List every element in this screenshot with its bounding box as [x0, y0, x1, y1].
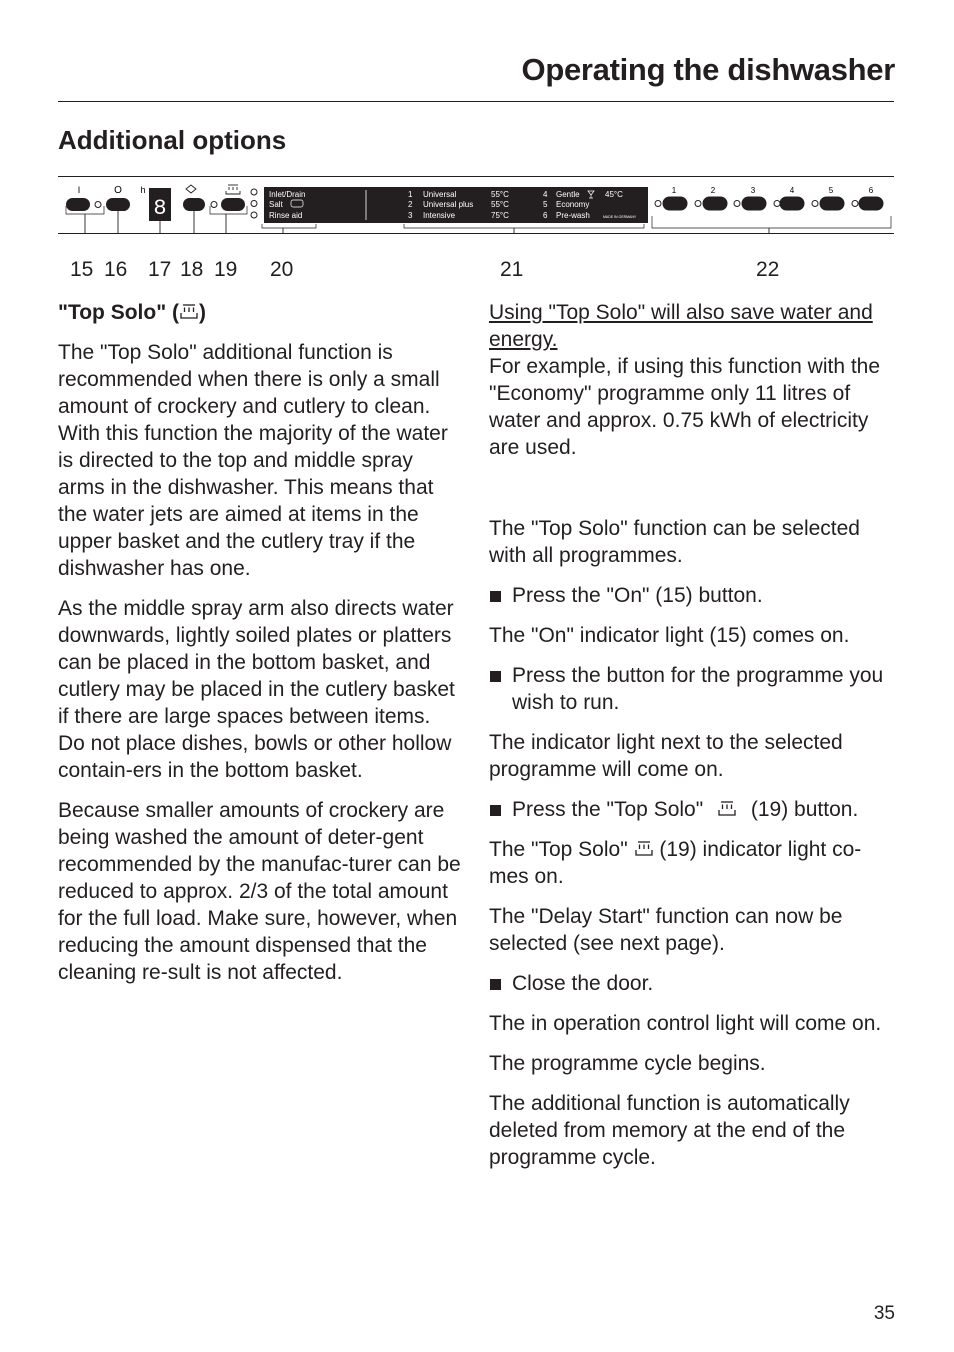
step-text: Press the button for the programme you wish to run.	[512, 664, 884, 714]
prog-5-num: 5	[543, 200, 548, 209]
indicator-bracket	[262, 224, 316, 228]
step-bullet	[489, 582, 899, 609]
top-solo-heading	[58, 299, 462, 326]
prog-5-name: Economy	[556, 200, 590, 209]
on-indicator-light	[95, 202, 101, 208]
prog-6-num: 6	[543, 211, 548, 220]
callout-16: 16	[104, 258, 128, 281]
paragraph: The "On" indicator light (15) comes on.	[489, 624, 850, 647]
control-panel-diagram	[58, 176, 894, 234]
display-digit: 8	[153, 196, 167, 221]
paragraph-suffix: (19) indicator light co-mes on.	[489, 838, 862, 888]
prog-2-num: 2	[408, 200, 413, 209]
prog-3-num: 3	[408, 211, 413, 220]
off-icon: O	[114, 185, 122, 196]
step-text: Close the door.	[512, 972, 654, 995]
prog-button-2	[703, 197, 727, 210]
callout-18: 18	[180, 258, 204, 281]
page-number: 35	[873, 1303, 895, 1324]
section-title: Additional options	[58, 125, 287, 155]
callout-22: 22	[756, 258, 780, 281]
prog-1-num: 1	[408, 190, 413, 199]
page-title: Operating the dishwasher	[521, 52, 895, 87]
prog-1-temp: 55°C	[491, 190, 509, 199]
prog-button-1-num: 1	[671, 186, 677, 195]
on-button	[66, 198, 90, 211]
prog-1-name: Universal	[423, 190, 457, 199]
prog-button-5-num: 5	[828, 186, 834, 195]
indicator-label-salt: Salt	[269, 200, 283, 209]
prog-4-num: 4	[543, 190, 548, 199]
prog-light-3	[734, 201, 740, 207]
top-solo-icon	[634, 839, 654, 858]
paragraph: Because smaller amounts of crockery are being washed the amount of deter-gent recommended by the manufac-turer can be reduced to approx. 2/3 of the total amount for the full load. Make sure, however, when reducing the amount dispensed that the cleaning re-sult is not affected.	[58, 799, 461, 984]
paragraph: The "Top Solo" additional function is recommended when there is only a small amount of crockery and cutlery to clean. With this function the majority of the water is directed to the top and middle spray arms in the dishwasher. This means that the water jets are aimed at items in the upper basket and the cutlery tray if the dishwasher has one.	[58, 341, 448, 580]
prog-4-name: Gentle	[556, 190, 580, 199]
bullet-square	[490, 671, 501, 682]
programme-bracket	[404, 224, 644, 228]
paragraph: The indicator light next to the selected programme will come on.	[489, 731, 843, 781]
step-bullet	[489, 970, 899, 997]
step-text: (19) button.	[750, 798, 859, 821]
right-column	[489, 299, 899, 1184]
prog-button-6	[859, 197, 883, 210]
prog-button-4	[780, 197, 804, 210]
paragraph: The programme cycle begins.	[489, 1052, 766, 1075]
paragraph: The "Top Solo" function can be selected with all programmes.	[489, 517, 860, 567]
callout-15: 15	[70, 258, 94, 281]
paragraph: As the middle spray arm also directs water downwards, lightly soiled plates or platters can be placed in the bottom basket, and cutlery may be placed in the cutlery basket if there are large spaces between items. Do not place dishes, bowls or other hollow contain-ers in the bottom basket.	[58, 597, 455, 782]
step-bullet	[489, 662, 899, 716]
bullet-square	[490, 591, 501, 602]
step-text: Press the "On" (15) button.	[512, 584, 763, 607]
header-rule	[58, 101, 894, 102]
savings-underlined: Using "Top Solo" will also save water and energy.	[489, 301, 873, 351]
left-column	[58, 299, 462, 999]
indicator-label-rinse: Rinse aid	[269, 211, 303, 220]
paragraph-prefix: The "Top Solo"	[489, 838, 628, 861]
prog-2-temp: 55°C	[491, 200, 509, 209]
delay-start-button	[183, 198, 205, 211]
top-solo-heading-prefix: "Top Solo" (	[58, 301, 179, 324]
top-solo-indicator-light	[211, 202, 217, 208]
indicator-label-inlet: Inlet/Drain	[269, 190, 306, 199]
top-solo-icon	[179, 302, 199, 321]
prog-light-2	[695, 201, 701, 207]
top-solo-icon	[226, 185, 240, 194]
on-icon: I	[77, 185, 81, 195]
savings-note	[489, 299, 899, 353]
prog-light-6	[852, 201, 858, 207]
top-solo-button	[221, 198, 245, 211]
prog-button-1	[663, 197, 687, 210]
bullet-square	[490, 805, 501, 816]
prog-3-name: Intensive	[423, 211, 456, 220]
savings-example: For example, if using this function with the "Economy" programme only 11 litres of water and approx. 0.75 kWh of electricity are used.	[489, 355, 881, 459]
callout-19: 19	[214, 258, 238, 281]
step-bullet	[489, 796, 899, 823]
prog-2-name: Universal plus	[423, 200, 474, 209]
prog-button-4-num: 4	[789, 186, 795, 195]
prog-button-3-num: 3	[750, 186, 756, 195]
prog-button-5	[820, 197, 844, 210]
prog-light-4	[774, 201, 780, 207]
top-solo-icon	[717, 799, 737, 818]
delay-start-icon	[186, 185, 196, 193]
hours-icon: h	[140, 185, 146, 195]
salt-light	[251, 201, 257, 207]
callout-21: 21	[500, 258, 524, 281]
step-text: Press the "Top Solo"	[512, 798, 704, 821]
rinse-aid-light	[251, 212, 257, 218]
prog-3-temp: 75°C	[491, 211, 509, 220]
off-button	[106, 198, 130, 211]
bullet-square	[490, 979, 501, 990]
paragraph: The additional function is automatically deleted from memory at the end of the programme cycle.	[489, 1092, 850, 1169]
top-solo-heading-suffix: )	[199, 301, 206, 324]
inlet-drain-light	[251, 189, 257, 195]
prog-button-2-num: 2	[710, 186, 716, 195]
paragraph	[489, 836, 899, 890]
prog-button-3	[742, 197, 766, 210]
callout-17: 17	[148, 258, 172, 281]
prog-button-6-num: 6	[868, 186, 874, 195]
prog-light-1	[655, 201, 661, 207]
prog-light-5	[812, 201, 818, 207]
made-in-label: MADE IN GERMANY	[603, 215, 637, 219]
callout-20: 20	[270, 258, 294, 281]
prog-6-name: Pre-wash	[556, 211, 590, 220]
control-panel-svg	[58, 176, 894, 234]
paragraph: The "Delay Start" function can now be selected (see next page).	[489, 905, 843, 955]
paragraph: The in operation control light will come on.	[489, 1012, 882, 1035]
prog-buttons-bracket	[652, 216, 891, 228]
callout-numbers	[58, 258, 894, 284]
prog-4-temp: 45°C	[605, 190, 623, 199]
